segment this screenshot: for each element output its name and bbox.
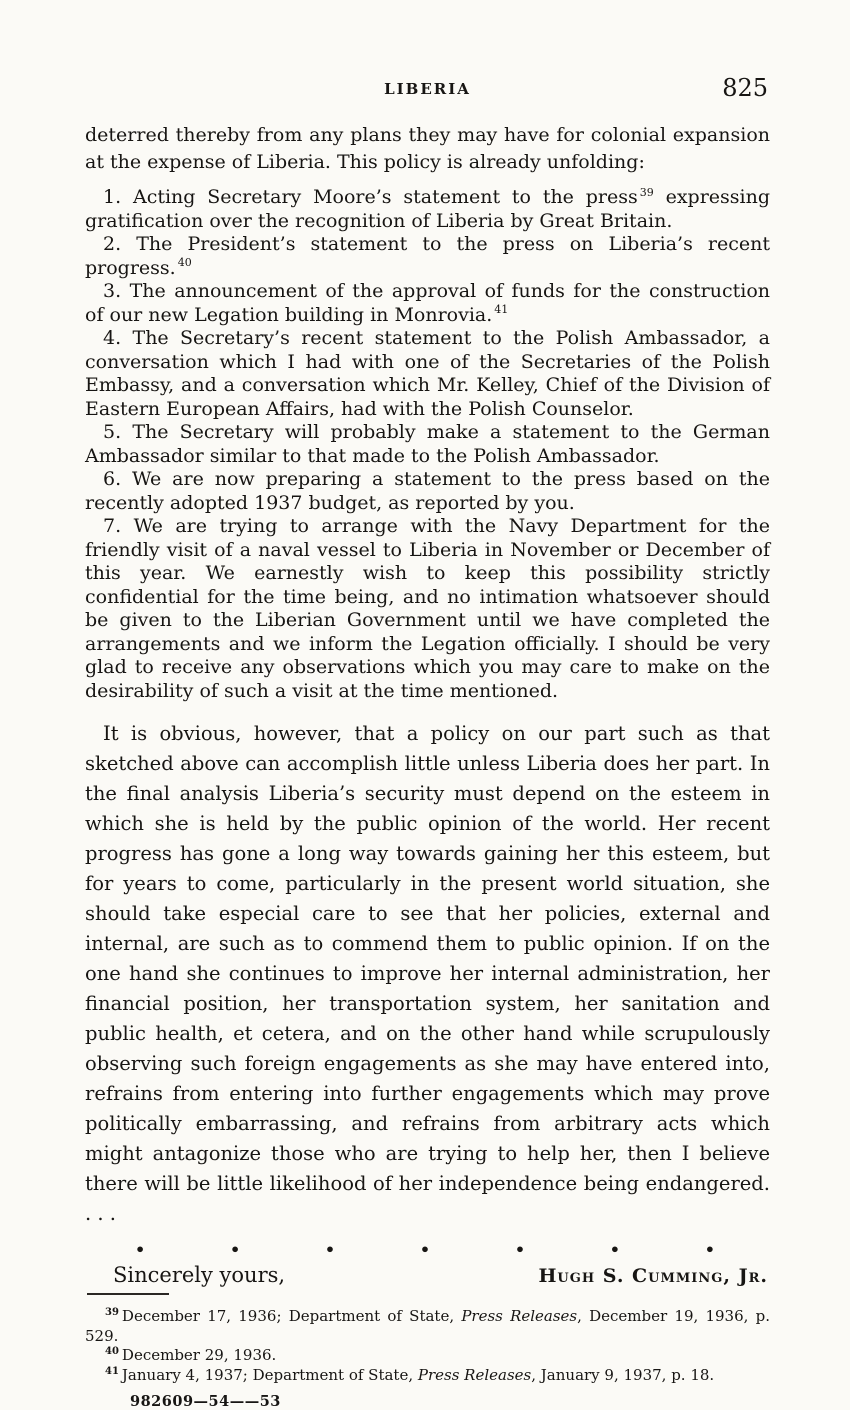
footnote-text-italic: Press Releases <box>461 1307 578 1325</box>
numbered-item-2 <box>85 233 770 280</box>
page-number: 825 <box>722 74 768 102</box>
dot-icon: • <box>609 1240 620 1259</box>
footnote-text: December 29, 1936. <box>121 1346 277 1364</box>
footnote-text: January 4, 1937; Department of State, <box>121 1365 418 1384</box>
numbered-item-3 <box>85 280 770 327</box>
footnote-separator-rule <box>87 1293 169 1295</box>
footnote-text-italic: Press Releases <box>417 1365 532 1384</box>
signature-row <box>85 1263 770 1287</box>
item-number: 4. <box>103 327 122 349</box>
footnote-41 <box>85 1366 770 1386</box>
closing-paragraph: It is obvious, however, that a policy on our part such as that sketched above can accomplish little unless Liberia does her part. In the final analysis Liberia’s security must depend on the esteem in which she is held by the public opinion of the world. Her recent progress has gone a long way towards gaining her this esteem, but for years to come, particularly in the present world situation, she should take especial care to see that her policies, external and internal, are such as to commend them to public opinion. If on the one hand she continues to improve her internal administration, her financial position, her transportation system, her sanitation and public health, et cetera, and on the other hand while scrupulously observing such foreign engagements as she may have entered into, refrains from entering into further engagements which may prove politically embarrassing, and refrains from arbitrary acts which might antagonize those who are trying to help her, then I believe there will be little likelihood of her independence being endangered. . . . <box>85 722 770 1225</box>
item-text: The Secretary’s recent statement to the Polish Ambassador, a conversation which I had with one of the Secretaries of the Polish Embassy, and a conversation which Mr. Kelley, Chief of the Division of Eastern European Affairs, had with the Polish Counselor. <box>85 327 770 420</box>
footnote-39 <box>85 1307 770 1346</box>
dot-icon: • <box>419 1240 431 1259</box>
item-number: 5. <box>103 421 122 443</box>
item-text: The President’s statement to the press on Liberia’s recent progress. <box>85 233 770 279</box>
intro-paragraph: deterred thereby from any plans they may have for colonial expansion at the expense of Liberia. This policy is already unfolding: <box>85 124 770 173</box>
dot-icon: • <box>324 1240 336 1259</box>
printer-mark: 982609—54——53 <box>130 1393 281 1410</box>
item-number: 1. <box>103 186 122 208</box>
numbered-item-5 <box>85 421 770 468</box>
numbered-list <box>85 186 770 703</box>
item-number: 7. <box>103 515 122 537</box>
numbered-item-6 <box>85 468 770 515</box>
dot-icon: • <box>704 1240 715 1259</box>
footnote-ref-39: 39 <box>639 185 654 199</box>
footnote-text: , January 9, 1937, p. 18. <box>531 1365 715 1384</box>
item-text: expressing gratification over the recognition of Liberia by Great Britain. <box>85 186 770 232</box>
footnote-text: December 17, 1936; Department of State, <box>121 1307 462 1325</box>
item-number: 3. <box>103 280 122 302</box>
footnote-ref-40: 40 <box>177 256 192 270</box>
numbered-item-7 <box>85 515 770 703</box>
running-title: LIBERIA <box>384 80 471 98</box>
footnote-marker: 40 <box>105 1346 119 1357</box>
footnote-marker: 41 <box>105 1365 119 1377</box>
item-text: The announcement of the approval of funds for the construction of our new Legation building in Monrovia. <box>85 280 770 326</box>
dot-icon: • <box>229 1240 241 1259</box>
dot-icon: • <box>135 1240 146 1259</box>
numbered-item-1 <box>85 186 770 233</box>
footnote-text: , December 19, 1936, p. 529. <box>85 1307 771 1345</box>
ellipsis-dots-row <box>135 1241 715 1259</box>
item-text: Acting Secretary Moore’s statement to the press <box>132 186 638 208</box>
complimentary-close: Sincerely yours, <box>113 1263 286 1287</box>
numbered-item-4 <box>85 327 770 421</box>
signature-name: Hugh S. Cumming, Jr. <box>538 1265 768 1287</box>
item-number: 2. <box>103 233 122 255</box>
footnote-40 <box>85 1346 770 1366</box>
item-text: We are trying to arrange with the Navy Department for the friendly visit of a naval vessel to Liberia in November or December of this year. We earnestly wish to keep this possibility strictly confidential for the time being, and no intimation whatsoever should be given to the Liberian Government until we have completed the arrangements and we inform the Legation officially. I should be very glad to receive any observations which you may care to make on the desirability of such a visit at the time mentioned. <box>85 515 770 702</box>
footnote-marker: 39 <box>105 1307 119 1318</box>
item-text: We are now preparing a statement to the press based on the recently adopted 1937 budget, as reported by you. <box>85 468 770 514</box>
dot-icon: • <box>514 1240 526 1259</box>
item-number: 6. <box>103 468 122 490</box>
footnote-ref-41: 41 <box>494 303 509 317</box>
footnotes-block <box>85 1307 770 1385</box>
item-text: The Secretary will probably make a statement to the German Ambassador similar to that made to the Polish Ambassador. <box>85 421 770 467</box>
page-header <box>85 74 770 108</box>
